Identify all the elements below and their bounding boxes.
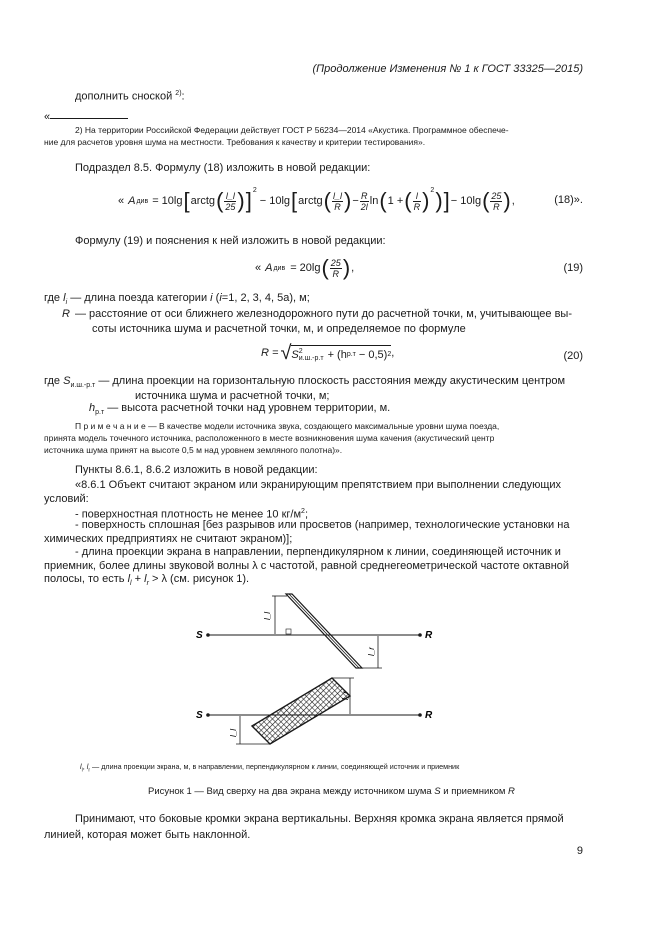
- where-l-text-a: — длина поезда категории: [70, 292, 208, 304]
- f18-frac-4: $\frac{l}{R}$: [413, 190, 421, 212]
- f18-paren-close-3: ): [435, 188, 443, 213]
- f18-eq: = 10lg: [152, 195, 183, 207]
- supplement-text: дополнить сноской: [75, 90, 173, 103]
- figure-caption: [148, 786, 515, 799]
- f18-bracket-close-1: ]: [245, 188, 252, 213]
- f18-bracket-open-1: [: [183, 188, 190, 213]
- supplement-line: [75, 87, 185, 104]
- bullet-3-line-1: - длина проекции экрана в направлении, перпендикулярном к линии, соединяющей источник и: [75, 546, 561, 558]
- bullet-3-sub-1: l: [130, 580, 132, 588]
- caption-R: R: [508, 786, 515, 797]
- where-S-sym: S: [63, 375, 71, 387]
- f18-paren-close-1: ): [237, 188, 245, 213]
- where-h: [89, 401, 390, 420]
- legend-l-2: l: [86, 762, 89, 771]
- caption-text-a: Рисунок 1 — Вид сверху на два экрана между источником шума: [148, 786, 432, 797]
- f19-paren-open: (: [321, 255, 329, 280]
- running-header: (Продолжение Изменения № 1 к ГОСТ 33325—2015): [312, 63, 583, 75]
- top-right-angle: [286, 629, 291, 634]
- note-line-3: источника шума принят на высоте 0,5 м над уровнем земляного полотна)».: [44, 445, 343, 455]
- top-source-label: S: [196, 630, 203, 641]
- footnote-rule: [50, 118, 128, 119]
- f20-radicand: [291, 345, 391, 362]
- footnote-line-2: ние для расчетов уровня шума на местности. Требования к качеству и критерии тестирования».: [44, 137, 426, 147]
- f18-frac-3: $\frac{R}{2l}$: [360, 190, 368, 212]
- where-R-line-1: — расстояние от оси ближнего железнодорожного пути до расчетной точки, м, учитывающее вы-: [75, 308, 572, 320]
- f18-end: ,: [511, 195, 515, 207]
- f18-arctg-1: arctg: [190, 195, 216, 207]
- f18-exp-1: 2: [252, 187, 257, 194]
- p861-line-2: условий:: [44, 493, 89, 505]
- top-receiver-label: R: [425, 630, 433, 641]
- f18-paren-close-4: ): [422, 188, 430, 213]
- f18-bracket-close-2: ]: [443, 188, 450, 213]
- top-screen-inner: [289, 594, 359, 668]
- legend-l-1: l: [80, 762, 82, 771]
- bullet-3-line-2: приемник, более длины звуковой волны λ с частотой, равной среднегеометрической частоте октавной: [44, 560, 570, 572]
- caption-S: S: [434, 786, 441, 797]
- subsection-8-5: Подраздел 8.5. Формулу (18) изложить в новой редакции:: [75, 162, 371, 174]
- f20-plus: + (h: [327, 348, 347, 361]
- bullet-1-end: ;: [304, 508, 308, 521]
- f18-one: 1 +: [387, 195, 404, 207]
- bullet-3-text-b: > λ (см. рисунок 1).: [152, 573, 250, 585]
- bullet-3-text-a: полосы, то есть: [44, 573, 125, 585]
- where-l-text-c: i: [219, 292, 222, 304]
- f20-tail-exp: 2: [387, 351, 392, 358]
- where-l-sym: l: [63, 292, 66, 304]
- f18-frac-5: $\frac{25}{R}$: [491, 190, 502, 212]
- formula-18: [118, 184, 515, 218]
- f18-paren-open-5: (: [482, 188, 490, 213]
- where-h-text: — высота расчетной точки над уровнем территории, м.: [107, 402, 391, 414]
- f19-eq: = 20lg: [290, 262, 321, 274]
- where-h-sym: h: [89, 402, 96, 414]
- legend-text: — длина проекции экрана, м, в направлении, перпендикулярном к линии, соединяющей источник и приемник: [92, 762, 460, 771]
- top-ll-label: l_l: [263, 611, 272, 620]
- where-S-prefix: где: [44, 375, 61, 387]
- bottom-receiver-label: R: [425, 710, 433, 721]
- figure-legend: [80, 762, 459, 775]
- bottom-diagram: [196, 678, 433, 744]
- legend-sub-2: r: [88, 767, 91, 774]
- figure-1: [190, 586, 450, 756]
- p861-line-1: «8.6.1 Объект считают экраном или экранирующим препятствием при выполнении следующих: [75, 479, 562, 491]
- where-R-line-2: соты источника шума и расчетной точки, м, и определяемое по формуле: [92, 323, 466, 335]
- f19-end: ,: [351, 262, 355, 274]
- where-S-text: — длина проекции на горизонтальную плоскость расстояния между акустическим центром: [98, 375, 566, 387]
- formula-20-number: (20): [563, 350, 583, 362]
- supplement-sup: 2): [175, 90, 182, 97]
- legend-comma: ,: [82, 762, 85, 771]
- f18-ln: ln: [369, 195, 379, 207]
- note-line-1: [75, 421, 499, 432]
- bullet-3-plus: +: [134, 573, 142, 585]
- f18-paren-open-1: (: [216, 188, 224, 213]
- where-l-text-i: i: [210, 292, 213, 304]
- final-line-2: линией, которая может быть наклонной.: [44, 829, 251, 841]
- f20-s-sub: и.ш.-р.т: [298, 354, 324, 362]
- note-label: П р и м е ч а н и е: [75, 421, 146, 431]
- f18-minus-3: − 10lg: [450, 195, 482, 207]
- f18-paren-open-3: (: [379, 188, 387, 213]
- where-S-sub: и.ш.-р.т: [70, 382, 96, 390]
- f18-open: «: [118, 195, 125, 207]
- note-line-2: принята модель точечного источника, расположенного в месте возникновения шума качения (акустический центр: [44, 433, 495, 443]
- formula-19-number: (19): [563, 262, 583, 274]
- f19-lhs: A: [265, 262, 273, 274]
- f19-paren-close: ): [342, 255, 351, 280]
- f18-paren-close-5: ): [503, 188, 511, 213]
- f20-sqrt-sign: √: [280, 341, 292, 364]
- where-S-line-2: источника шума и расчетной точки, м;: [135, 390, 330, 402]
- f18-minus-2: −: [352, 195, 359, 207]
- footnote-line-1: 2) На территории Российской Федерации действует ГОСТ Р 56234—2014 «Акустика. Программное обеспече-: [75, 125, 509, 135]
- f18-lhs: A: [128, 195, 136, 207]
- bullet-1-text: - поверхностная плотность не менее 10 кг/м: [75, 508, 302, 521]
- f18-lhs-sub: див: [136, 197, 149, 205]
- f20-lhs: R =: [261, 347, 279, 359]
- formula-20: [261, 340, 394, 366]
- f20-s-exp: 2: [298, 347, 303, 355]
- bullet-3-l2: l: [144, 573, 147, 585]
- subsection-19: Формулу (19) и пояснения к ней изложить в новой редакции:: [75, 235, 386, 247]
- where-R-sym: R: [62, 308, 70, 320]
- bottom-lr-label: l_r: [341, 691, 350, 700]
- note-text: — В качестве модели источника звука, создающего максимальные уровни шума поезда,: [148, 421, 500, 431]
- bottom-screen-cross: [252, 678, 350, 744]
- top-lr-label: l_r: [367, 647, 376, 656]
- f18-minus-1: − 10lg: [259, 195, 291, 207]
- f20-end: ,: [391, 347, 395, 359]
- where-l-text-d: =1, 2, 3, 4, 5а), м;: [221, 292, 310, 304]
- f20-s-scripts: [299, 348, 324, 362]
- legend-sub-1: l: [81, 767, 83, 774]
- points-heading: Пункты 8.6.1, 8.6.2 изложить в новой редакции:: [75, 464, 318, 476]
- bullet-2-line-1: - поверхность сплошная [без разрывов или просветов (например, технологические установки на: [75, 519, 570, 531]
- bottom-ll-label: l_l: [229, 728, 238, 737]
- f18-paren-open-2: (: [323, 188, 331, 213]
- f20-tail: − 0,5): [358, 348, 388, 361]
- f18-paren-close-2: ): [343, 188, 352, 213]
- where-h-sub: р.т: [95, 409, 105, 417]
- supplement-colon: :: [181, 90, 185, 103]
- f19-frac: $\frac{25}{R}$: [330, 257, 341, 279]
- caption-text-b: и приемником: [443, 786, 506, 797]
- f18-paren-open-4: (: [404, 188, 412, 213]
- top-receiver-point: [418, 633, 422, 637]
- page-number: 9: [576, 845, 583, 857]
- f19-open: «: [255, 262, 262, 274]
- f18-frac-1: $\frac{l\_l}{25}$: [225, 190, 236, 212]
- bullet-1-sup: 2: [301, 508, 305, 515]
- where-l-text-b: (: [215, 292, 220, 304]
- f18-frac-2: $\frac{l\_l}{R}$: [332, 190, 342, 212]
- f18-exp-2: 2: [430, 187, 435, 194]
- bottom-source-label: S: [196, 710, 203, 721]
- final-line-1: Принимают, что боковые кромки экрана вертикальны. Верхняя кромка экрана является прямой: [75, 813, 564, 825]
- formula-19: [255, 253, 354, 283]
- bullet-3-sub-2: r: [146, 580, 149, 588]
- bullet-2-line-2: химических предприятиях не считают экраном)];: [44, 533, 293, 545]
- bottom-receiver-point: [418, 713, 422, 717]
- where-l-sub: i: [65, 299, 68, 307]
- formula-18-number: (18)».: [554, 194, 583, 206]
- f19-lhs-sub: див: [273, 264, 286, 272]
- bullet-3-l: l: [127, 573, 131, 585]
- f20-h-sub: р.т: [346, 351, 356, 358]
- f20-s: S: [291, 348, 299, 361]
- f18-bracket-open-2: [: [291, 188, 298, 213]
- top-diagram: [196, 594, 433, 668]
- where-l-prefix: где: [44, 292, 61, 304]
- f18-arctg-2: arctg: [298, 195, 323, 207]
- footnote-open-quote: «: [44, 111, 51, 123]
